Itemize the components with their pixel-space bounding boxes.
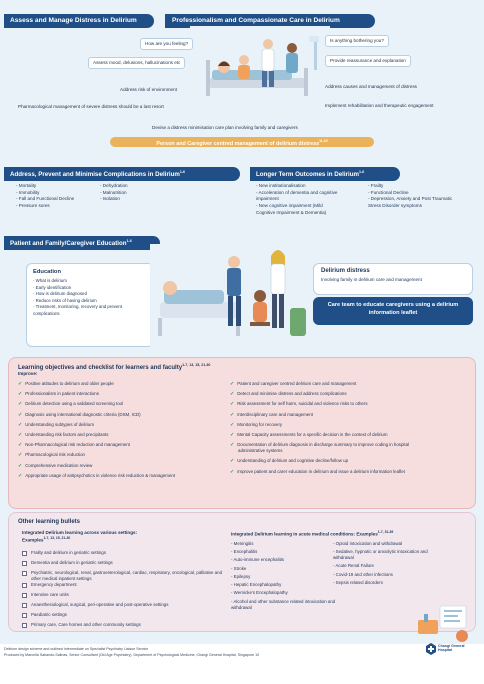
checklist-item-continued: administrative systems xyxy=(238,448,283,454)
settings-subtitle: Integrated Delirium learning across various settings: Examples$^{1-7, 13, 15, 21-30}$ xyxy=(22,530,138,543)
checklist-item: ✓ Professionalism in patient interactions xyxy=(18,391,99,398)
checklist-item: ✓ Interdisciplinary care and management xyxy=(230,411,313,418)
checklist-item: ✓ Improve patient and carer education in delirium and issue a delirium information leaflet xyxy=(230,468,405,475)
longer-term-col2: - Frailty - Functional Decline - Depression, Anxiety and Post Traumatic Stress Disorder symptoms xyxy=(368,183,453,208)
check-icon: ✓ xyxy=(230,468,235,475)
learning-left-list xyxy=(18,382,175,484)
footer-line-1: Delirium design scheme and outlined Intermediate on Specialist Psychiatry Liaison Service xyxy=(4,647,149,651)
checklist-item: ✓ Mental Capacity assessments for a specific decision in the context of delirium xyxy=(230,431,388,438)
checklist-item: ✓ Pharmacological risk reduction xyxy=(18,452,85,459)
checkbox-icon xyxy=(22,583,27,588)
checklist-item: ✓ Non-Pharmacological risk reduction and management xyxy=(18,442,130,449)
chip-address-risk: Address risk of environment xyxy=(120,87,177,92)
improve-label: Improve: xyxy=(18,371,38,376)
checklist-item: ✓ Documentation of delirium diagnosis in discharge summary to improve coding in hospital xyxy=(230,442,410,449)
check-icon: ✓ xyxy=(18,431,23,438)
checklist-item: ✓ Understanding subtypes of delirium xyxy=(18,421,95,428)
check-icon: ✓ xyxy=(18,472,23,479)
check-icon: ✓ xyxy=(18,381,23,387)
chip-assess-mood: Assess mood, delusions, hallucinations etc xyxy=(88,57,185,69)
checklist-item: ✓ Understanding risk factors and precipitants xyxy=(18,431,109,438)
header-assess-distress: Assess and Manage Distress in Delirium xyxy=(4,14,154,28)
learning-right-list xyxy=(230,382,409,480)
check-icon: ✓ xyxy=(18,401,23,408)
care-plan-line: Devise a distress minimisation care plan involving family and caregivers xyxy=(152,125,298,130)
header-patient-family: Patient and Family/Caregiver Education$^{1-6}$ xyxy=(4,236,160,250)
check-icon: ✓ xyxy=(18,442,23,449)
chip-pharmacological: Pharmacological management of severe distress should be a last resort xyxy=(18,104,164,109)
checklist-item: ✓ Monitoring for recovery xyxy=(230,421,283,428)
delirium-distress-title: Delirium distress xyxy=(321,268,370,274)
chip-how-feeling: How are you feeling? xyxy=(140,38,193,50)
checklist-item: ✓ Appropriate usage of antipsychotics in violence risk reduction & management xyxy=(18,472,176,479)
education-card xyxy=(26,263,154,347)
check-icon: ✓ xyxy=(230,381,235,387)
checklist-item: ✓ Diagnosis using international diagnostic criteria (DSM, ICD) xyxy=(18,411,141,418)
checklist-item: ✓ Detect and minimise distress and address complications xyxy=(230,391,347,398)
learning-objectives-title: Learning objectives and checklist for learners and faculty$^{1-7, 13, 15, 21-30}$ xyxy=(18,363,211,371)
check-icon: ✓ xyxy=(230,391,235,398)
checklist-item: ✓ Positive attitudes to delirium and older people xyxy=(18,381,114,387)
check-icon: ✓ xyxy=(230,421,235,428)
header-professionalism: Professionalism and Compassionate Care in Delirium xyxy=(165,14,375,28)
check-icon: ✓ xyxy=(18,462,23,469)
conditions-col2: - Opioid intoxication and withdrawal - Sedative, hypnotic or anxiolytic intoxication and withdrawal - Acute Renal Failure - Covid-19 and other infections - Sepsis related disorders xyxy=(333,541,428,585)
person-centred-band: Person and Caregiver centred management of delirium distress$^{11-20}$ xyxy=(110,137,374,147)
settings-item[interactable]: Anaesthesiological, surgical, peri-operative and post-operative settings xyxy=(22,602,232,611)
checkbox-icon xyxy=(22,551,27,556)
checkbox-icon xyxy=(22,593,27,598)
checklist-item: ✓ Understanding of delirium and cognitive decline/follow up xyxy=(230,458,349,465)
check-icon: ✓ xyxy=(230,442,235,449)
learning-tools-illustration xyxy=(410,600,476,646)
check-icon: ✓ xyxy=(18,411,23,418)
check-icon: ✓ xyxy=(230,401,235,408)
care-team-banner: Care team to educate caregivers using a delirium information leaflet xyxy=(313,297,473,325)
family-visit-illustration xyxy=(150,244,312,348)
hospital-logo-icon xyxy=(426,643,436,655)
header-address-complications: Address, Prevent and Minimise Complications in Delirium$^{1-6}$ xyxy=(4,167,240,181)
settings-item[interactable]: Paediatric settings xyxy=(22,612,232,621)
settings-item[interactable]: Primary care, Care homes and other community settings xyxy=(22,622,232,631)
delirium-distress-body: Involving family in delirium care and management xyxy=(321,277,422,282)
complications-col1: - Mortality - Immobility - Fall and Functional Decline - Pressure sores xyxy=(16,183,75,208)
check-icon: ✓ xyxy=(230,411,235,418)
hospital-bed-illustration xyxy=(190,26,330,118)
header-longer-term: Longer Term Outcomes in Delirium$^{1-6}$ xyxy=(250,167,400,181)
settings-item[interactable]: Intensive care units xyxy=(22,592,232,601)
complications-col2: - Dehydration - Malnutrition - Isolation xyxy=(100,183,128,202)
chip-address-causes: Address causes and management of distress xyxy=(325,84,417,89)
checklist-item: ✓ Patient and caregiver centred delirium care and management xyxy=(230,381,357,387)
chip-rehabilitation: Implement rehabilitation and therapeutic engagement xyxy=(325,103,434,108)
education-list: · What is delirium · Early identification · How is delirium diagnosed · Reduce risks of having delirium · Treatment, monitoring, recovery and prevent complications xyxy=(33,278,123,317)
checklist-item: ✓ Comprehensive medication review xyxy=(18,462,93,469)
checkbox-icon xyxy=(22,603,27,608)
check-icon: ✓ xyxy=(230,458,235,465)
check-icon: ✓ xyxy=(18,391,23,398)
conditions-subtitle: Integrated Delirium learning in acute medical conditions: Examples$^{1-7, 31-39}$ xyxy=(231,530,394,537)
checkbox-icon xyxy=(22,613,27,618)
delirium-distress-card xyxy=(313,263,473,295)
other-learning-title: Other learning bullets xyxy=(18,519,81,525)
checkbox-icon xyxy=(22,623,27,628)
checklist-item: ✓ Delirium detection using a validated screening tool xyxy=(18,401,124,408)
settings-list xyxy=(22,550,232,632)
check-icon: ✓ xyxy=(18,421,23,428)
settings-item[interactable]: Emergency department xyxy=(22,582,232,591)
hospital-logo-text: Changi General Hospital xyxy=(438,644,465,653)
longer-term-col1: - New institutionalisation - Acceleration of dementia and cognitive impairment - New cognitive impairment (Mild Cognitive Impairment & Dementia) xyxy=(256,183,338,215)
settings-item[interactable]: Psychiatric, neurological, renal, gastroenterological, cardiac, respiratory, oncological, palliative and other medical inpatient settings xyxy=(22,570,232,581)
education-title: Education xyxy=(33,269,62,275)
chip-anything-bothering: Is anything bothering you? xyxy=(325,35,389,47)
checklist-item: ✓ Risk assessment for self harm, suicidal and violence risks to others xyxy=(230,401,368,408)
checkbox-icon xyxy=(22,561,27,566)
settings-item[interactable]: Frailty and delirium in geriatric settings xyxy=(22,550,232,559)
check-icon: ✓ xyxy=(18,452,23,459)
checkbox-icon xyxy=(22,571,27,576)
footer-line-2: Produced by Marcella Sabando-Salinas, Senior Consultant (Old Age Psychiatry), Department of Psychological Medicine, Changi General Hospital, Singapore 10 xyxy=(4,653,260,657)
settings-item[interactable]: Dementia and delirium in geriatric settings xyxy=(22,560,232,569)
conditions-col1: - Meningitis - Encephalitis - Auto-immune encephalitis - Stroke - Epilepsy - Hepatic Encephalopathy - Wernicke's Encephalopathy - Alcohol and other substance related intoxication and withdrawal xyxy=(231,541,336,610)
chip-reassurance: Provide reassurance and explanation xyxy=(325,55,411,67)
check-icon: ✓ xyxy=(230,431,235,438)
